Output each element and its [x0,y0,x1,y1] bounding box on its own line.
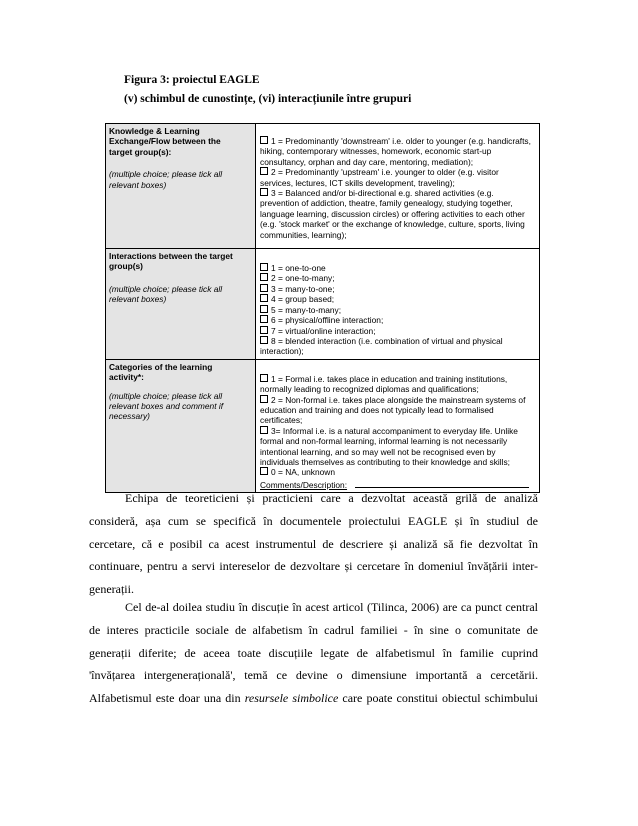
paragraph-line: consideră, așa cum se specifică în documentele proiectului EAGLE și în studiul de [89,513,538,528]
option-item: 3 = Balanced and/or bi-directional e.g. shared activities (e.g. prevention of addiction, theatre, family genealogy, studying together, language learning, discussion circles) or offering activities to each other (e.g. 'stock market' or the exchange of knowledge, culture, sports, living communities, learning); [260,188,525,240]
checkbox[interactable] [260,167,268,175]
paragraph-line: Echipa de teoreticieni și practicieni care a dezvoltat această grilă de analiză [125,491,538,505]
checkbox[interactable] [260,467,268,475]
checkbox[interactable] [260,374,268,382]
row-heading-line: target group(s): [109,146,172,157]
checkbox[interactable] [260,305,268,313]
paragraph-line: Alfabetismul este doar una din resursele simbolice care poate constitui obiectul schimbului [89,691,539,706]
checkbox[interactable] [260,136,268,144]
row-heading-line: Categories of the learning [109,361,213,372]
checkbox[interactable] [260,188,268,196]
checkbox[interactable] [260,336,268,344]
table-row [106,249,540,360]
row-note-line: (multiple choice; please tick all [109,169,223,180]
figure-caption: Figura 3: proiectul EAGLE [124,74,260,86]
option-item: 0 = NA, unknown [260,467,536,477]
options-cell [256,359,540,492]
row-label-cell [106,359,256,492]
row-heading-line: Exchange/Flow between the [109,136,221,147]
paragraph-line: cercetare, că e posibil ca acest instrumentul de descriere și analiză să fie dezvoltat în [89,536,538,551]
paragraph-line: Cel de-al doilea studiu în discuție în acest articol (Tilinca, 2006) are ca punct central [125,600,538,614]
option-item: 5 = many-to-many; [260,305,536,315]
checkbox[interactable] [260,426,268,434]
checkbox[interactable] [260,294,268,302]
option-item: 3= Informal i.e. is a natural accompaniment to everyday life. Unlike formal and non-formal learning, informal learning is not necessarily intentional learning, and so may well not be recognised even by individuals themselves as contributing to their knowledge and skills; [260,425,518,467]
option-item: 1 = Predominantly 'downstream' i.e. older to younger (e.g. handicrafts, hiking, contemporary witnesses, homework, economic start-up consultancy, orphan and day care, mentoring, mediation); [260,136,531,167]
option-item: 2 = Predominantly 'upstream' i.e. younger to older (e.g. visitor services, lectures, ICT skills development, traveling); [260,167,499,188]
option-item: 6 = physical/offline interaction; [260,315,536,325]
eagle-table [105,123,540,493]
paragraph-line: continuare, pentru a servi intereselor de dezvoltare și cercetare în domeniul învățării inter- [89,559,538,574]
row-note-line: necessary) [109,411,150,422]
row-label-cell [106,124,256,249]
options-cell [256,124,540,249]
row-label-cell [106,249,256,360]
paragraph-line: generații. [89,582,134,597]
option-item: 2 = Non-formal i.e. takes place alongside the mainstream systems of education and training and does not typically lead to formalised certificates; [260,394,526,426]
table-row [106,124,540,249]
option-item: 1 = one-to-one [260,263,536,273]
paragraph-line: 'învățarea intergenerațională', temă ce devine o dimensiune importantă a cercetării. [89,668,538,683]
option-item: 1 = Formal i.e. takes place in education and training institutions, normally leading to recognized diplomas and qualifications; [260,373,508,395]
checkbox[interactable] [260,284,268,292]
option-item: 7 = virtual/online interaction; [260,326,536,336]
row-heading-line: Knowledge & Learning [109,126,200,136]
row-note-line: (multiple choice; please tick all [109,283,223,294]
checkbox[interactable] [260,273,268,281]
paragraph [89,596,538,710]
paragraph-line: generații diferite; de aceea toate discuțiile legate de alfabetismul în familie cuprind [89,645,538,660]
option-item: 2 = one-to-many; [260,273,536,283]
row-note-line: (multiple choice; please tick all [109,390,223,401]
row-note-line: relevant boxes) [109,294,167,305]
option-item: 8 = blended interaction (i.e. combination of virtual and physical [260,336,536,346]
row-note-line: relevant boxes) [109,179,167,190]
row-heading-line: Interactions between the target [109,251,233,262]
paragraph [89,487,538,601]
checkbox[interactable] [260,326,268,334]
options-cell: 1 = one-to-one 2 = one-to-many; 3 = many-to-one; 4 = group based; 5 = many-to-many; 6 = physical/offline interaction; 7 = virtual/online interaction; 8 = blended interaction (i.e. combination of virtual and physical interaction); [256,249,540,360]
paragraph-line: de interes practicile sociale de alfabetism în cadrul familiei - în sine o comunitate de [89,622,538,637]
figure-subcaption: (v) schimbul de cunostințe, (vi) interacțiunile între grupuri [124,93,412,105]
option-item: 3 = many-to-one; [260,284,536,294]
row-heading-line: group(s) [109,261,143,272]
comments-label: Comments/Description: [260,479,348,490]
italic-phrase: resursele simbolice [244,691,339,706]
table-row [106,359,540,492]
option-item: 4 = group based; [260,294,536,304]
row-note-line: relevant boxes and comment if [109,400,224,411]
checkbox[interactable] [260,315,268,323]
row-heading-line: activity*: [109,372,144,383]
checkbox[interactable] [260,263,268,271]
checkbox[interactable] [260,395,268,403]
